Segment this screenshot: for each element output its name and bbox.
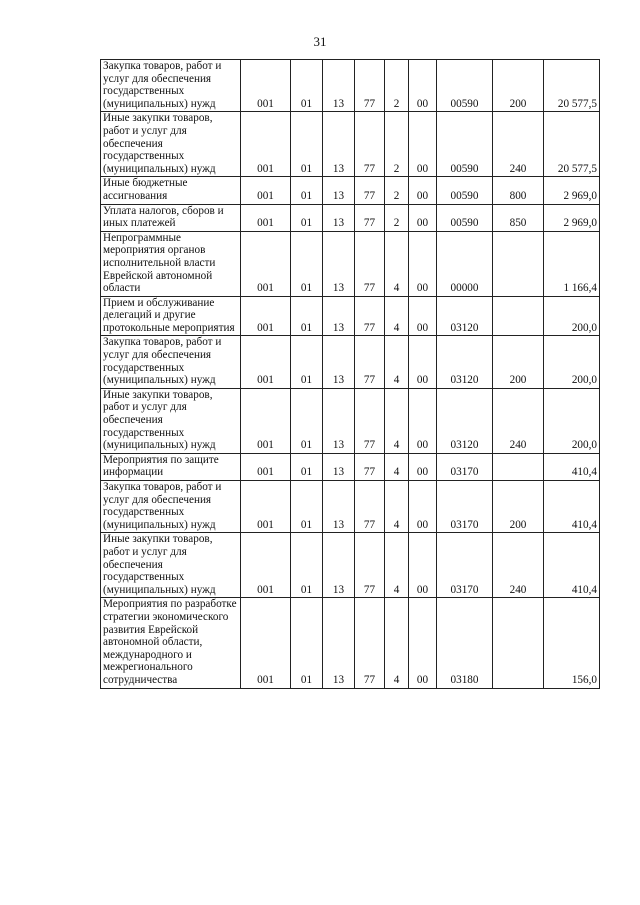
direction-code-cell: 03120 [437,336,493,388]
expense-type-cell: 800 [493,177,544,204]
program-code-cell: 77 [355,481,385,533]
event-code-cell: 00 [409,388,437,453]
expense-name-cell: Иные бюджетные ассигнования [101,177,241,204]
direction-code-cell: 03170 [437,453,493,480]
amount-cell: 2 969,0 [544,177,600,204]
amount-cell: 200,0 [544,388,600,453]
table-row [101,204,600,231]
expense-type-cell: 240 [493,533,544,598]
ministry-code-cell: 001 [241,204,291,231]
section-code-cell: 01 [291,388,323,453]
program-code-cell: 77 [355,453,385,480]
table-row [101,336,600,388]
budget-table [100,59,600,689]
section-code-cell: 01 [291,296,323,336]
event-code-cell: 00 [409,481,437,533]
subsection-code-cell: 13 [323,112,355,177]
section-code-cell: 01 [291,336,323,388]
amount-cell: 200,0 [544,336,600,388]
amount-cell: 410,4 [544,453,600,480]
subprogram-code-cell: 4 [385,296,409,336]
expense-type-cell [493,296,544,336]
amount-cell: 1 166,4 [544,231,600,296]
direction-code-cell: 00590 [437,60,493,112]
expense-type-cell: 240 [493,112,544,177]
program-code-cell: 77 [355,231,385,296]
event-code-cell: 00 [409,598,437,688]
expense-name-cell: Мероприятия по разработке стратегии экономического развития Еврейской автономной области, международного и межрегионального сотрудничества [101,598,241,688]
direction-code-cell: 00590 [437,112,493,177]
expense-name-cell: Уплата налогов, сборов и иных платежей [101,204,241,231]
ministry-code-cell: 001 [241,598,291,688]
section-code-cell: 01 [291,481,323,533]
expense-name-cell: Закупка товаров, работ и услуг для обеспечения государственных (муниципальных) нужд [101,481,241,533]
section-code-cell: 01 [291,177,323,204]
subsection-code-cell: 13 [323,60,355,112]
subsection-code-cell: 13 [323,204,355,231]
event-code-cell: 00 [409,296,437,336]
subprogram-code-cell: 4 [385,598,409,688]
program-code-cell: 77 [355,533,385,598]
amount-cell: 410,4 [544,533,600,598]
section-code-cell: 01 [291,112,323,177]
program-code-cell: 77 [355,296,385,336]
table-row [101,598,600,688]
section-code-cell: 01 [291,204,323,231]
ministry-code-cell: 001 [241,481,291,533]
direction-code-cell: 00000 [437,231,493,296]
program-code-cell: 77 [355,60,385,112]
section-code-cell: 01 [291,598,323,688]
ministry-code-cell: 001 [241,453,291,480]
expense-type-cell [493,598,544,688]
program-code-cell: 77 [355,177,385,204]
expense-type-cell [493,453,544,480]
subsection-code-cell: 13 [323,388,355,453]
section-code-cell: 01 [291,453,323,480]
event-code-cell: 00 [409,231,437,296]
table-row [101,296,600,336]
table-row [101,177,600,204]
subsection-code-cell: 13 [323,177,355,204]
expense-type-cell: 240 [493,388,544,453]
amount-cell: 20 577,5 [544,60,600,112]
ministry-code-cell: 001 [241,231,291,296]
table-row [101,388,600,453]
subprogram-code-cell: 2 [385,204,409,231]
direction-code-cell: 00590 [437,177,493,204]
ministry-code-cell: 001 [241,336,291,388]
subsection-code-cell: 13 [323,598,355,688]
ministry-code-cell: 001 [241,388,291,453]
program-code-cell: 77 [355,112,385,177]
amount-cell: 200,0 [544,296,600,336]
subsection-code-cell: 13 [323,296,355,336]
amount-cell: 410,4 [544,481,600,533]
subprogram-code-cell: 2 [385,60,409,112]
subprogram-code-cell: 4 [385,481,409,533]
subsection-code-cell: 13 [323,533,355,598]
table-row [101,112,600,177]
expense-type-cell [493,231,544,296]
subsection-code-cell: 13 [323,481,355,533]
program-code-cell: 77 [355,336,385,388]
event-code-cell: 00 [409,60,437,112]
direction-code-cell: 00590 [437,204,493,231]
event-code-cell: 00 [409,177,437,204]
subprogram-code-cell: 4 [385,388,409,453]
subprogram-code-cell: 4 [385,533,409,598]
event-code-cell: 00 [409,204,437,231]
page-number: 31 [313,34,327,49]
subsection-code-cell: 13 [323,453,355,480]
expense-name-cell: Закупка товаров, работ и услуг для обеспечения государственных (муниципальных) нужд [101,336,241,388]
event-code-cell: 00 [409,112,437,177]
subsection-code-cell: 13 [323,336,355,388]
expense-name-cell: Иные закупки товаров, работ и услуг для обеспечения государственных (муниципальных) нужд [101,388,241,453]
expense-name-cell: Иные закупки товаров, работ и услуг для обеспечения государственных (муниципальных) нужд [101,533,241,598]
expense-name-cell: Закупка товаров, работ и услуг для обеспечения государственных (муниципальных) нужд [101,60,241,112]
table-row [101,481,600,533]
program-code-cell: 77 [355,204,385,231]
table-row [101,231,600,296]
direction-code-cell: 03170 [437,533,493,598]
ministry-code-cell: 001 [241,177,291,204]
program-code-cell: 77 [355,388,385,453]
amount-cell: 2 969,0 [544,204,600,231]
table-body [101,60,600,689]
event-code-cell: 00 [409,336,437,388]
expense-type-cell: 200 [493,60,544,112]
section-code-cell: 01 [291,533,323,598]
section-code-cell: 01 [291,60,323,112]
amount-cell: 156,0 [544,598,600,688]
expense-name-cell: Непрограммные мероприятия органов исполнительной власти Еврейской автономной области [101,231,241,296]
expense-name-cell: Иные закупки товаров, работ и услуг для обеспечения государственных (муниципальных) нужд [101,112,241,177]
expense-name-cell: Мероприятия по защите информации [101,453,241,480]
table-row [101,453,600,480]
table-row [101,60,600,112]
subsection-code-cell: 13 [323,231,355,296]
expense-type-cell: 200 [493,336,544,388]
direction-code-cell: 03180 [437,598,493,688]
expense-type-cell: 850 [493,204,544,231]
ministry-code-cell: 001 [241,296,291,336]
program-code-cell: 77 [355,598,385,688]
direction-code-cell: 03170 [437,481,493,533]
section-code-cell: 01 [291,231,323,296]
table-row [101,533,600,598]
event-code-cell: 00 [409,533,437,598]
amount-cell: 20 577,5 [544,112,600,177]
subprogram-code-cell: 4 [385,336,409,388]
ministry-code-cell: 001 [241,533,291,598]
direction-code-cell: 03120 [437,296,493,336]
direction-code-cell: 03120 [437,388,493,453]
expense-type-cell: 200 [493,481,544,533]
subprogram-code-cell: 4 [385,231,409,296]
subprogram-code-cell: 2 [385,112,409,177]
expense-name-cell: Прием и обслуживание делегаций и другие протокольные мероприятия [101,296,241,336]
subprogram-code-cell: 2 [385,177,409,204]
ministry-code-cell: 001 [241,60,291,112]
subprogram-code-cell: 4 [385,453,409,480]
ministry-code-cell: 001 [241,112,291,177]
event-code-cell: 00 [409,453,437,480]
